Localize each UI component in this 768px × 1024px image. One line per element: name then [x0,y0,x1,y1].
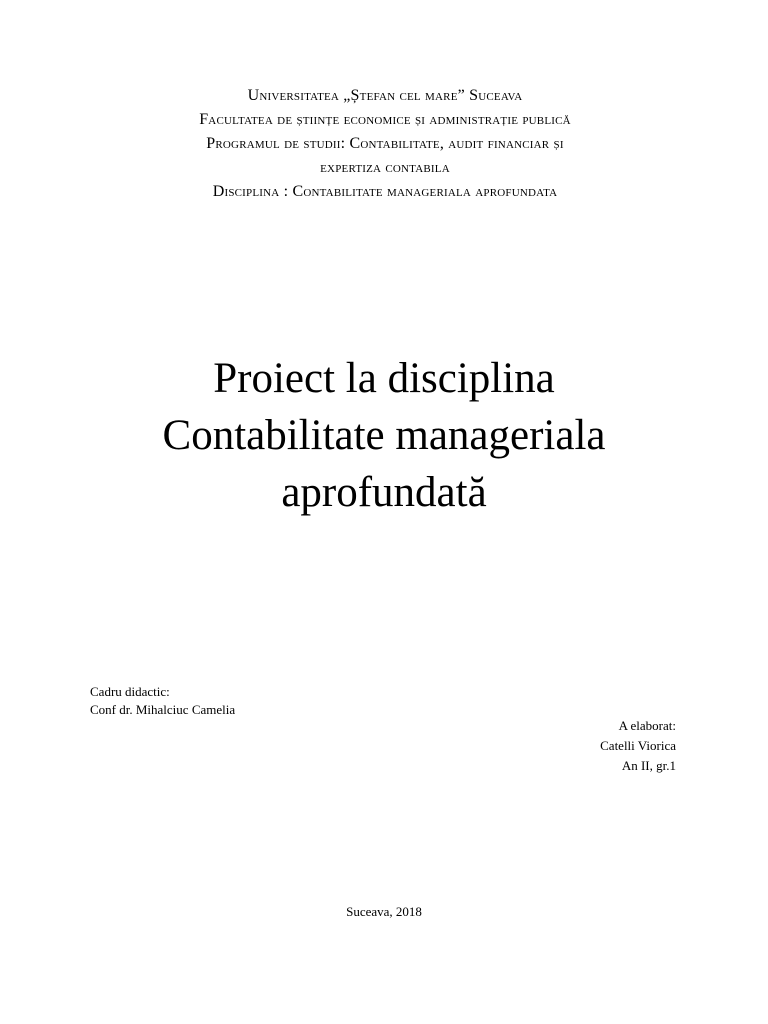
title-line-3: aprofundată [281,469,487,516]
teacher-name: Conf dr. Mihalciuc Camelia [90,702,236,717]
study-program-line-1: Programul de studii: Contabilitate, audit financiar și [206,135,564,152]
author-label: A elaborat: [618,718,676,733]
faculty-name: Facultatea de științe economice și administrație publică [199,111,571,128]
teacher-info [90,683,235,719]
study-program-line-2: expertiza contabila [320,159,450,176]
discipline-name: Disciplina : Contabilitate manageriala aprofundata [212,183,558,200]
author-group: An II, gr.1 [621,758,676,773]
place-and-year: Suceava, 2018 [346,904,422,919]
author-info [600,716,676,776]
project-title [0,350,768,521]
institution-header [90,84,680,204]
university-name: Universitatea „Ștefan cel mare” Suceava [247,87,523,104]
teacher-label: Cadru didactic: [90,684,170,699]
author-name: Catelli Viorica [600,738,676,753]
title-line-1: Proiect la disciplina [213,355,555,402]
title-line-2: Contabilitate manageriala [162,412,606,459]
